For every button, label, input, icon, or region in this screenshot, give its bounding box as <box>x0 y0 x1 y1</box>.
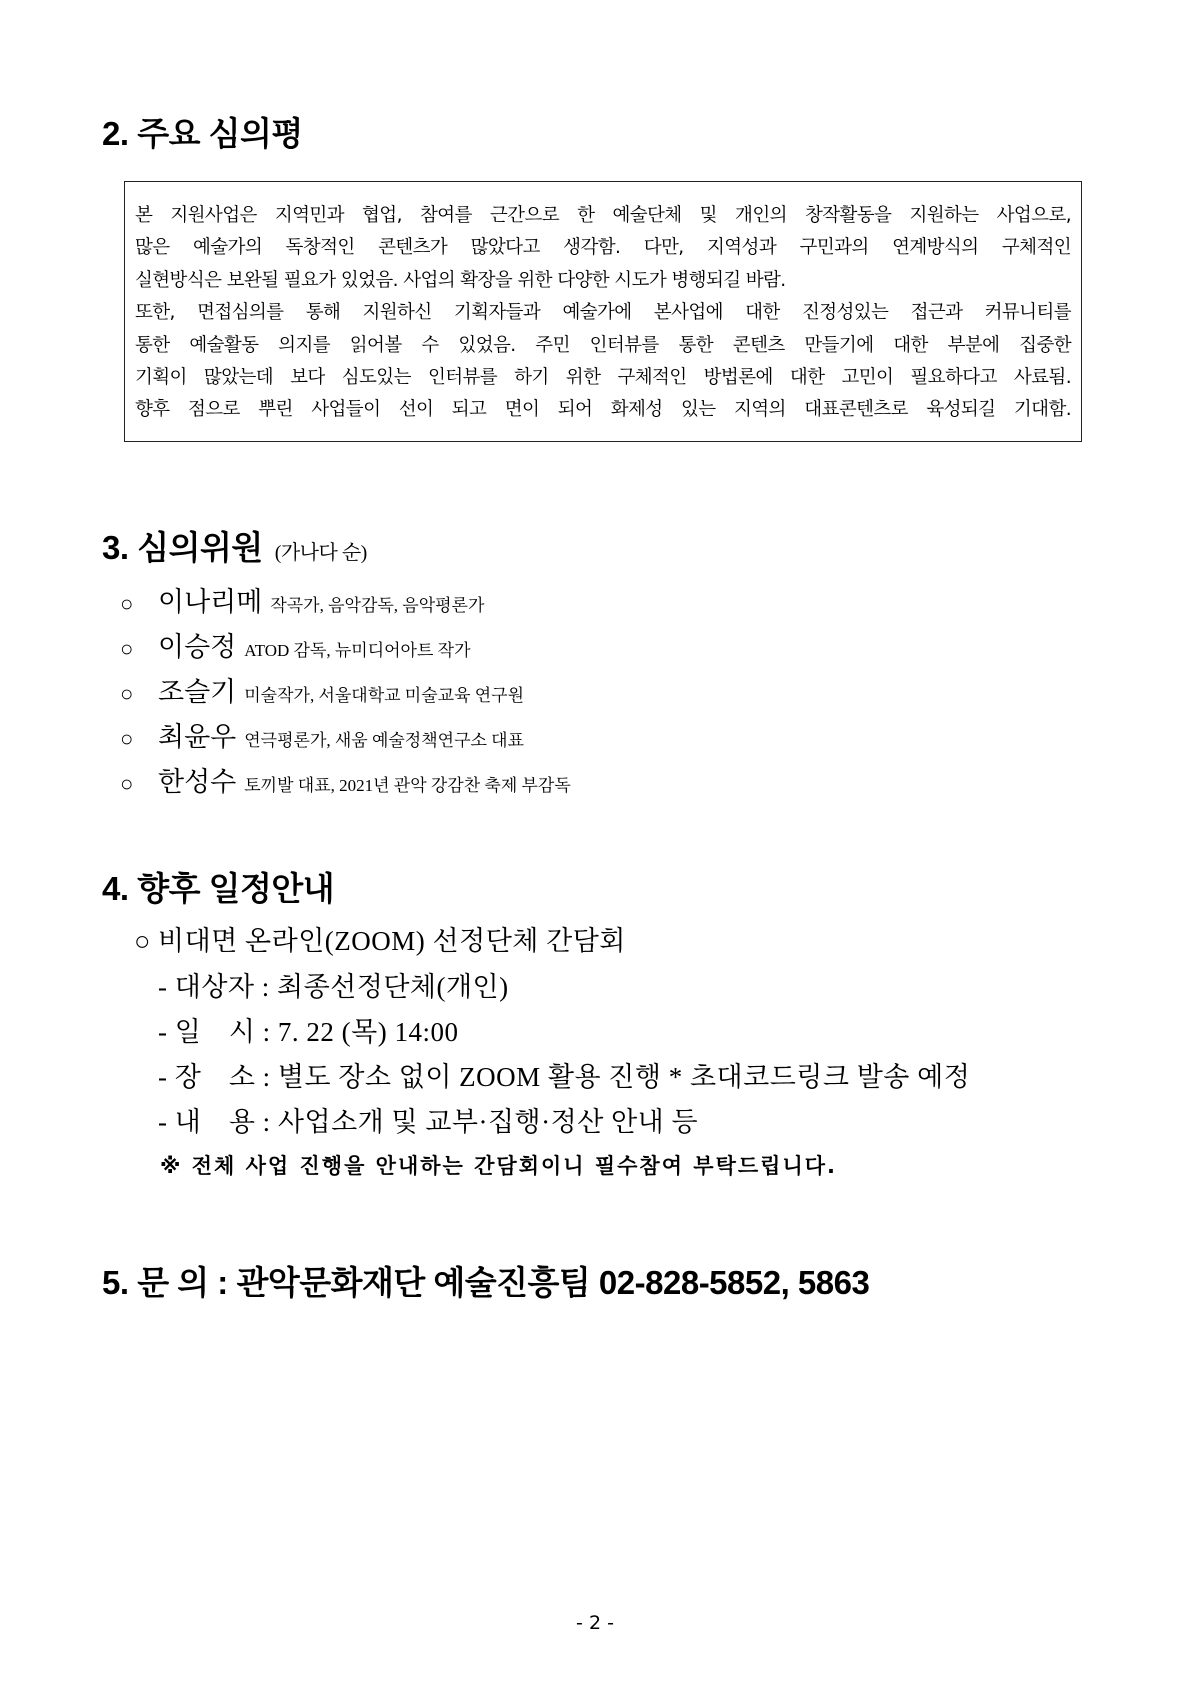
member-role: 미술작가, 서울대학교 미술교육 연구원 <box>244 686 525 705</box>
circle-bullet-icon: ○ <box>120 591 134 616</box>
member-name: 최윤우 <box>158 722 237 752</box>
section-2-heading: 2. 주요 심의평 <box>102 115 303 152</box>
member-role: 토끼발 대표, 2021년 관악 강감찬 축제 부감독 <box>244 776 571 795</box>
member-item <box>120 580 484 619</box>
section-5-contact-heading: 5. 문 의 : 관악문화재단 예술진흥팀 02-828-5852, 5863 <box>102 1264 870 1301</box>
review-comment-box <box>124 181 1082 442</box>
review-line: 통한 예술활동 의지를 읽어볼 수 있었음. 주민 인터뷰를 통한 콘텐츠 만들기에 대한 부분에 집중한 <box>135 334 1071 356</box>
section-3-heading <box>102 522 367 569</box>
member-item <box>120 760 571 799</box>
member-role: ATOD 감독, 뉴미디어아트 작가 <box>244 641 471 660</box>
schedule-detail-content: - 내 용 : 사업소개 및 교부·집행·정산 안내 등 <box>158 1107 699 1137</box>
review-line: 실현방식은 보완될 필요가 있었음. 사업의 확장을 위한 다양한 시도가 병행되길 바람. <box>135 269 786 291</box>
circle-bullet-icon: ○ <box>120 636 134 661</box>
circle-bullet-icon: ○ <box>120 726 134 751</box>
page-number: - 2 - <box>576 1612 614 1634</box>
schedule-detail-time: - 일 시 : 7. 22 (목) 14:00 <box>158 1017 459 1047</box>
section-4-heading: 4. 향후 일정안내 <box>102 870 335 907</box>
review-line: 기획이 많았는데 보다 심도있는 인터뷰를 하기 위한 구체적인 방법론에 대한 고민이 필요하다고 사료됨. <box>135 367 1071 389</box>
member-item <box>120 715 524 754</box>
section-3-subtitle: (가나다 순) <box>274 542 367 564</box>
review-line: 본 지원사업은 지역민과 협업, 참여를 근간으로 한 예술단체 및 개인의 창작활동을 지원하는 사업으로, <box>135 205 1071 226</box>
member-role: 작곡가, 음악감독, 음악평론가 <box>270 596 485 615</box>
review-line: 또한, 면접심의를 통해 지원하신 기획자들과 예술가에 본사업에 대한 진정성있는 접근과 커뮤니티를 <box>135 302 1071 324</box>
member-role: 연극평론가, 새움 예술정책연구소 대표 <box>244 731 525 750</box>
section-3-title: 3. 심의위원 <box>102 529 263 566</box>
review-line: 많은 예술가의 독창적인 콘텐츠가 많았다고 생각함. 다만, 지역성과 구민과의 연계방식의 구체적인 <box>135 237 1071 259</box>
schedule-detail-place: - 장 소 : 별도 장소 없이 ZOOM 활용 진행 * 초대코드링크 발송 예정 <box>158 1062 971 1092</box>
attendance-note: ※ 전체 사업 진행을 안내하는 간담회이니 필수참여 부탁드립니다. <box>160 1154 838 1178</box>
schedule-event: ○ 비대면 온라인(ZOOM) 선정단체 간담회 <box>134 926 626 956</box>
member-name: 한성수 <box>158 767 237 797</box>
member-name: 조슬기 <box>158 677 237 707</box>
review-line: 향후 점으로 뿌린 사업들이 선이 되고 면이 되어 화제성 있는 지역의 대표콘텐츠로 육성되길 기대함. <box>135 399 1071 421</box>
member-item <box>120 625 471 664</box>
schedule-detail-target: - 대상자 : 최종선정단체(개인) <box>158 972 509 1002</box>
member-name: 이나리메 <box>158 587 263 617</box>
circle-bullet-icon: ○ <box>120 681 134 706</box>
member-item <box>120 670 524 709</box>
member-name: 이승정 <box>158 632 237 662</box>
circle-bullet-icon: ○ <box>120 771 134 796</box>
